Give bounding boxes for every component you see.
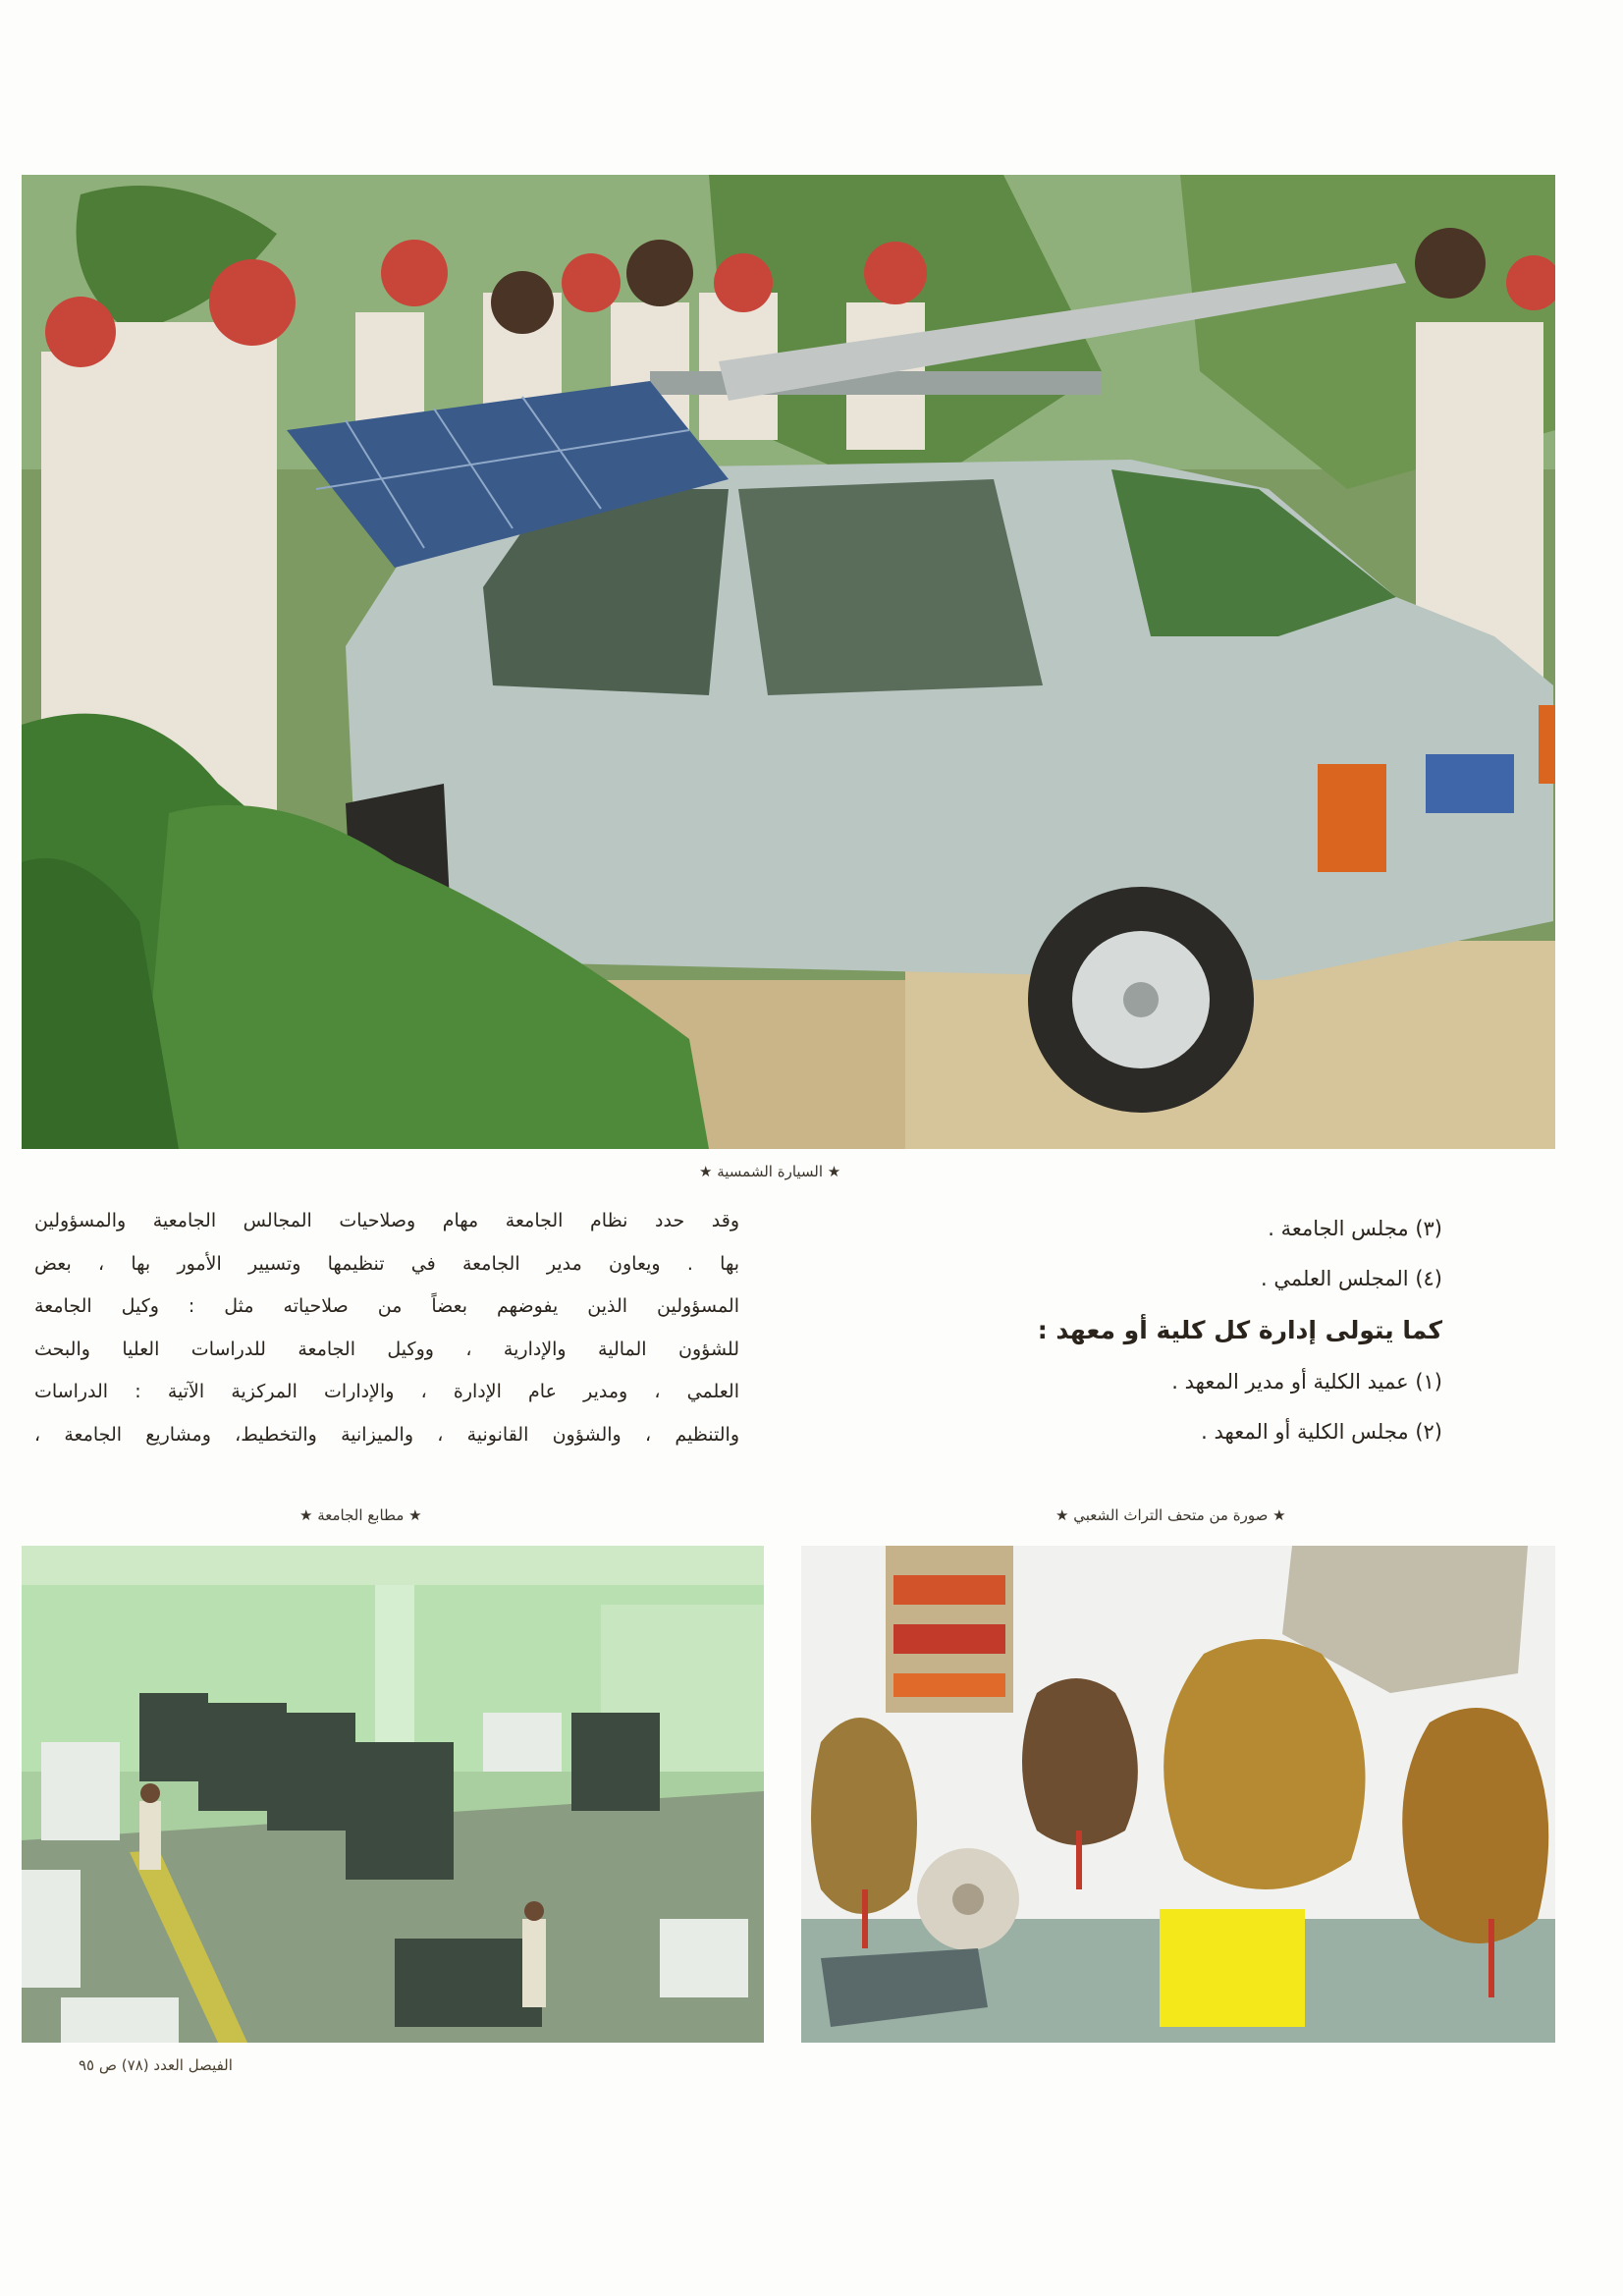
text-line: العلمي ، ومدير عام الإدارة ، والإدارات المركزية الآتية : الدراسات [34, 1381, 739, 1402]
university-press-photo [22, 1546, 764, 2043]
text-line: والتنظيم ، والشؤون القانونية ، والميزانية والتخطيط، ومشاريع الجامعة ، [34, 1423, 739, 1446]
text-line: وقد حدد نظام الجامعة مهام وصلاحيات المجالس الجامعية والمسؤولين [34, 1210, 739, 1231]
heritage-museum-photo [801, 1546, 1555, 2043]
press-caption: ★ مطابع الجامعة ★ [299, 1506, 422, 1524]
text-line: للشؤون المالية والإدارية ، ووكيل الجامعة للدراسات العليا والبحث [34, 1338, 739, 1360]
text-line: بها . ويعاون مدير الجامعة في تنظيمها وتسيير الأمور بها ، بعض [34, 1252, 739, 1275]
list-item: (٤) المجلس العلمي . [1261, 1267, 1442, 1290]
page-folio: الفيصل العدد (٧٨) ص ٩٥ [79, 2056, 233, 2074]
list-item: (٣) مجلس الجامعة . [1268, 1217, 1442, 1240]
section-heading: كما يتولى إدارة كل كلية أو معهد : [1037, 1316, 1442, 1344]
list-item: (٢) مجلس الكلية أو المعهد . [1201, 1420, 1442, 1444]
solar-car-caption: ★ السيارة الشمسية ★ [699, 1163, 841, 1180]
museum-caption: ★ صورة من متحف التراث الشعبي ★ [1055, 1506, 1286, 1524]
body-text-right-column [932, 1204, 1442, 1457]
body-text-left-column [34, 1200, 739, 1456]
text-line: المسؤولين الذين يفوضهم بعضاً من صلاحياته مثل : وكيل الجامعة [34, 1295, 739, 1317]
solar-car-photo [22, 175, 1555, 1149]
list-item: (١) عميد الكلية أو مدير المعهد . [1171, 1370, 1442, 1394]
